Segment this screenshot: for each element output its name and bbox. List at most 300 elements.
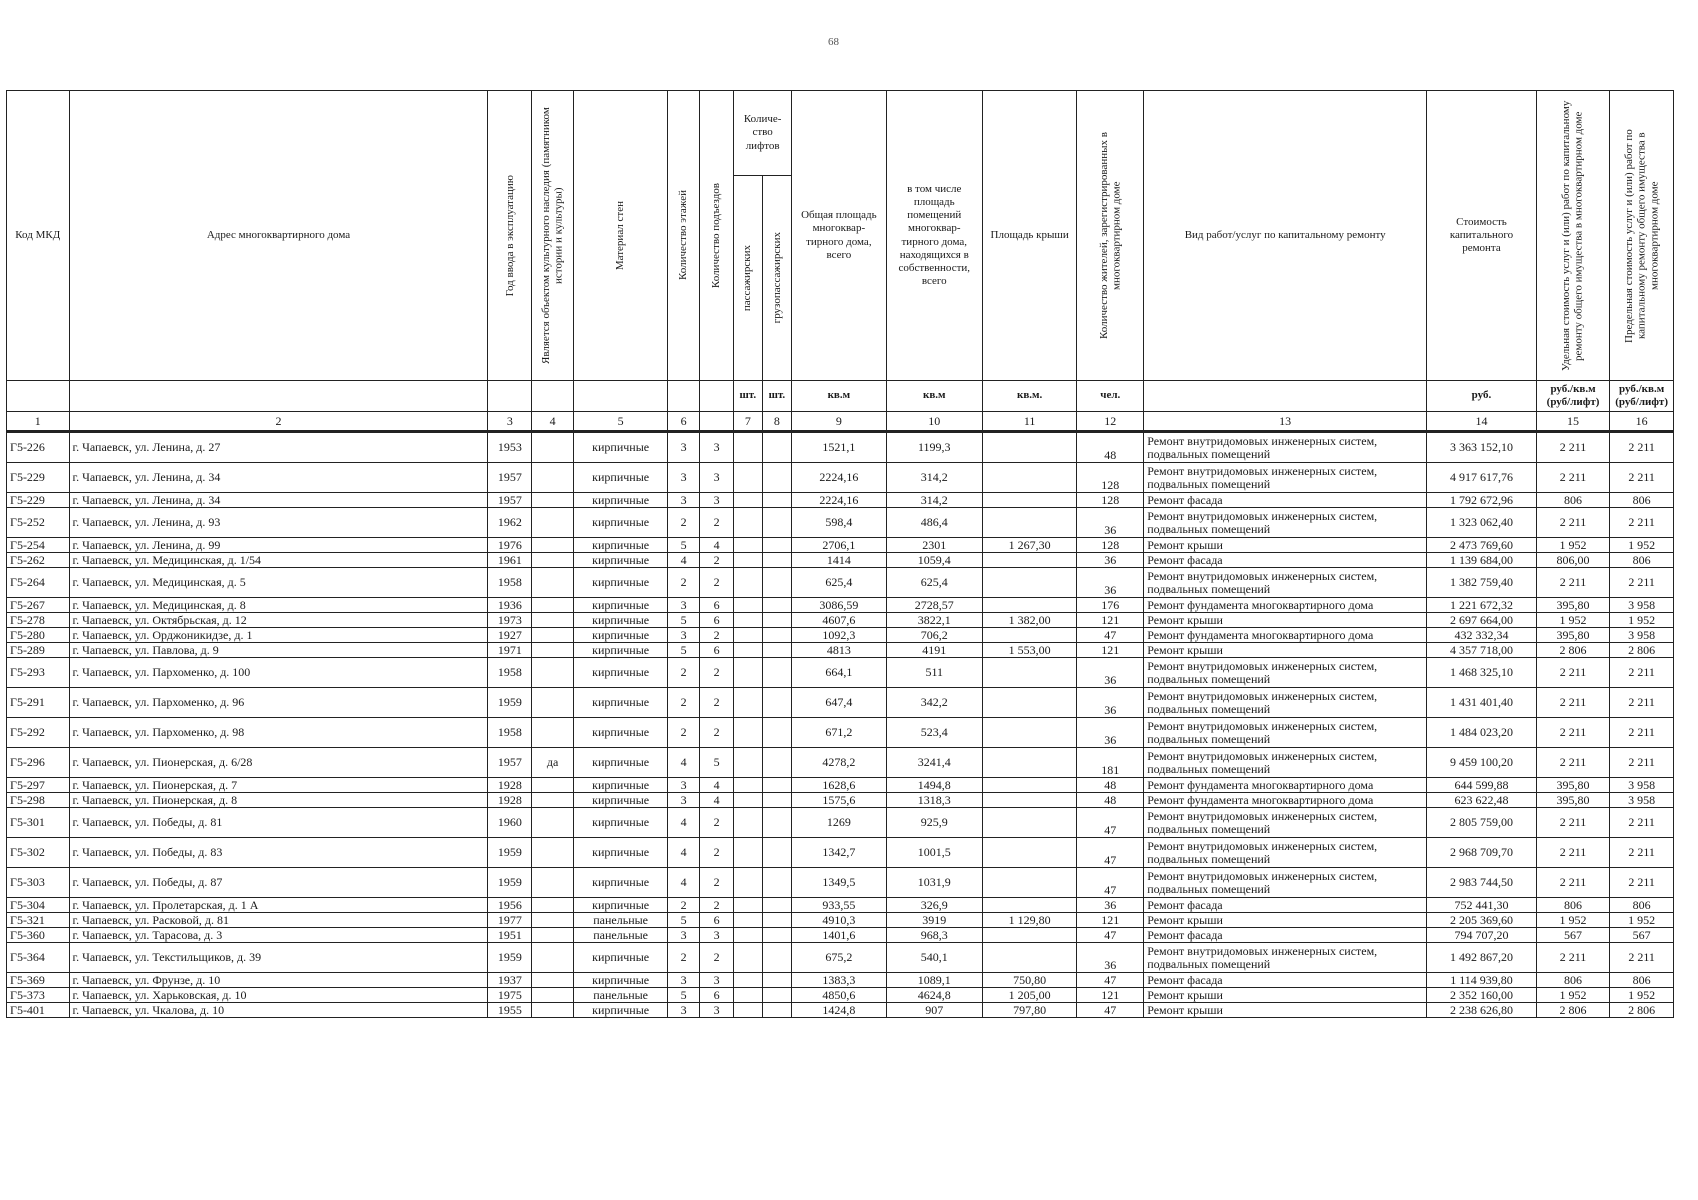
row-total-area: 1383,3 bbox=[792, 973, 886, 988]
row-lifts-passenger bbox=[734, 793, 763, 808]
row-code: Г5-292 bbox=[7, 718, 70, 748]
header-max-cost: Предельная стоимость услуг и (или) работ по капитальному ремонту общего имущества в многоквартирном доме bbox=[1610, 91, 1674, 381]
row-total-area: 647,4 bbox=[792, 688, 886, 718]
row-heritage bbox=[532, 793, 574, 808]
row-lifts-cargo bbox=[762, 628, 792, 643]
table-header bbox=[7, 91, 1674, 432]
row-max-cost: 2 211 bbox=[1610, 718, 1674, 748]
row-address: г. Чапаевск, ул. Пархоменко, д. 98 bbox=[69, 718, 488, 748]
row-unit-cost: 1 952 bbox=[1536, 913, 1609, 928]
row-entrances: 6 bbox=[700, 613, 734, 628]
row-max-cost: 2 211 bbox=[1610, 432, 1674, 463]
row-floors: 2 bbox=[668, 898, 700, 913]
header-cost: Стоимость капитального ремонта bbox=[1427, 91, 1537, 381]
row-floors: 4 bbox=[668, 838, 700, 868]
header-roof-area: Площадь крыши bbox=[983, 91, 1077, 381]
row-unit-cost: 2 211 bbox=[1536, 868, 1609, 898]
row-year: 1971 bbox=[488, 643, 532, 658]
row-unit-cost: 2 211 bbox=[1536, 718, 1609, 748]
row-cost: 1 492 867,20 bbox=[1427, 943, 1537, 973]
row-entrances: 4 bbox=[700, 793, 734, 808]
row-residents: 36 bbox=[1077, 658, 1144, 688]
row-total-area: 4850,6 bbox=[792, 988, 886, 1003]
row-heritage bbox=[532, 778, 574, 793]
row-max-cost: 806 bbox=[1610, 973, 1674, 988]
row-floors: 5 bbox=[668, 913, 700, 928]
row-year: 1937 bbox=[488, 973, 532, 988]
row-residents: 121 bbox=[1077, 913, 1144, 928]
row-owned-area: 540,1 bbox=[886, 943, 983, 973]
row-unit-cost: 2 806 bbox=[1536, 1003, 1609, 1018]
row-year: 1959 bbox=[488, 868, 532, 898]
row-floors: 3 bbox=[668, 793, 700, 808]
row-entrances: 3 bbox=[700, 432, 734, 463]
row-residents: 36 bbox=[1077, 718, 1144, 748]
header-lifts: Количе-ство лифтов bbox=[734, 91, 792, 176]
row-walls: панельные bbox=[573, 988, 667, 1003]
header-lifts-passenger: пассажирских bbox=[734, 176, 763, 381]
row-year: 1955 bbox=[488, 1003, 532, 1018]
row-work-type: Ремонт внутридомовых инженерных систем, подвальных помещений bbox=[1144, 463, 1427, 493]
row-walls: кирпичные bbox=[573, 538, 667, 553]
row-max-cost: 806 bbox=[1610, 493, 1674, 508]
row-entrances: 3 bbox=[700, 973, 734, 988]
row-year: 1957 bbox=[488, 493, 532, 508]
row-year: 1976 bbox=[488, 538, 532, 553]
row-unit-cost: 2 211 bbox=[1536, 508, 1609, 538]
row-total-area: 675,2 bbox=[792, 943, 886, 973]
row-code: Г5-301 bbox=[7, 808, 70, 838]
column-number-cell: 11 bbox=[983, 412, 1077, 432]
row-lifts-passenger bbox=[734, 598, 763, 613]
row-total-area: 2706,1 bbox=[792, 538, 886, 553]
row-roof-area bbox=[983, 658, 1077, 688]
row-unit-cost: 2 806 bbox=[1536, 643, 1609, 658]
header-entrances: Количество подъездов bbox=[700, 91, 734, 381]
column-number-cell: 9 bbox=[792, 412, 886, 432]
row-code: Г5-229 bbox=[7, 493, 70, 508]
row-unit-cost: 395,80 bbox=[1536, 598, 1609, 613]
row-lifts-cargo bbox=[762, 928, 792, 943]
row-year: 1956 bbox=[488, 898, 532, 913]
row-lifts-passenger bbox=[734, 943, 763, 973]
row-lifts-cargo bbox=[762, 988, 792, 1003]
row-residents: 128 bbox=[1077, 493, 1144, 508]
row-entrances: 4 bbox=[700, 538, 734, 553]
row-unit-cost: 567 bbox=[1536, 928, 1609, 943]
row-floors: 2 bbox=[668, 943, 700, 973]
header-heritage: Является объектом культурного наследия (памятником истории и культуры) bbox=[532, 91, 574, 381]
row-lifts-passenger bbox=[734, 463, 763, 493]
row-entrances: 3 bbox=[700, 463, 734, 493]
row-lifts-passenger bbox=[734, 658, 763, 688]
row-heritage bbox=[532, 493, 574, 508]
row-owned-area: 3241,4 bbox=[886, 748, 983, 778]
row-unit-cost: 2 211 bbox=[1536, 568, 1609, 598]
row-entrances: 2 bbox=[700, 688, 734, 718]
row-address: г. Чапаевск, ул. Тарасова, д. 3 bbox=[69, 928, 488, 943]
row-lifts-passenger bbox=[734, 928, 763, 943]
row-floors: 5 bbox=[668, 643, 700, 658]
row-owned-area: 968,3 bbox=[886, 928, 983, 943]
header-work-type: Вид работ/услуг по капитальному ремонту bbox=[1144, 91, 1427, 381]
row-floors: 3 bbox=[668, 628, 700, 643]
row-work-type: Ремонт крыши bbox=[1144, 1003, 1427, 1018]
row-lifts-cargo bbox=[762, 943, 792, 973]
row-unit-cost: 806,00 bbox=[1536, 553, 1609, 568]
row-roof-area bbox=[983, 598, 1077, 613]
row-work-type: Ремонт фундамента многоквартирного дома bbox=[1144, 628, 1427, 643]
row-work-type: Ремонт внутридомовых инженерных систем, подвальных помещений bbox=[1144, 808, 1427, 838]
row-lifts-cargo bbox=[762, 613, 792, 628]
table-row bbox=[7, 598, 1674, 613]
row-heritage bbox=[532, 808, 574, 838]
row-total-area: 598,4 bbox=[792, 508, 886, 538]
header-lifts-cargo: грузопассажирских bbox=[762, 176, 792, 381]
row-cost: 1 431 401,40 bbox=[1427, 688, 1537, 718]
row-cost: 644 599,88 bbox=[1427, 778, 1537, 793]
table-row bbox=[7, 493, 1674, 508]
row-code: Г5-297 bbox=[7, 778, 70, 793]
row-code: Г5-289 bbox=[7, 643, 70, 658]
row-heritage bbox=[532, 1003, 574, 1018]
row-floors: 4 bbox=[668, 748, 700, 778]
row-residents: 36 bbox=[1077, 943, 1144, 973]
unit-unit-cost: руб./кв.м (руб/лифт) bbox=[1536, 381, 1609, 412]
row-work-type: Ремонт внутридомовых инженерных систем, подвальных помещений bbox=[1144, 868, 1427, 898]
row-cost: 794 707,20 bbox=[1427, 928, 1537, 943]
row-owned-area: 486,4 bbox=[886, 508, 983, 538]
row-max-cost: 2 211 bbox=[1610, 688, 1674, 718]
row-lifts-cargo bbox=[762, 432, 792, 463]
row-residents: 47 bbox=[1077, 838, 1144, 868]
row-work-type: Ремонт внутридомовых инженерных систем, подвальных помещений bbox=[1144, 943, 1427, 973]
row-lifts-cargo bbox=[762, 898, 792, 913]
row-lifts-passenger bbox=[734, 718, 763, 748]
row-entrances: 2 bbox=[700, 568, 734, 598]
row-lifts-cargo bbox=[762, 838, 792, 868]
row-code: Г5-364 bbox=[7, 943, 70, 973]
column-number-cell: 7 bbox=[734, 412, 763, 432]
row-entrances: 2 bbox=[700, 628, 734, 643]
row-residents: 48 bbox=[1077, 793, 1144, 808]
row-lifts-cargo bbox=[762, 1003, 792, 1018]
row-lifts-passenger bbox=[734, 538, 763, 553]
row-roof-area: 1 129,80 bbox=[983, 913, 1077, 928]
row-total-area: 1342,7 bbox=[792, 838, 886, 868]
column-number-cell: 14 bbox=[1427, 412, 1537, 432]
column-number-cell: 1 bbox=[7, 412, 70, 432]
row-total-area: 933,55 bbox=[792, 898, 886, 913]
row-floors: 2 bbox=[668, 508, 700, 538]
row-roof-area bbox=[983, 628, 1077, 643]
row-lifts-passenger bbox=[734, 628, 763, 643]
row-code: Г5-360 bbox=[7, 928, 70, 943]
column-number-cell: 10 bbox=[886, 412, 983, 432]
row-residents: 176 bbox=[1077, 598, 1144, 613]
row-entrances: 2 bbox=[700, 718, 734, 748]
row-entrances: 2 bbox=[700, 553, 734, 568]
row-work-type: Ремонт фундамента многоквартирного дома bbox=[1144, 598, 1427, 613]
row-lifts-passenger bbox=[734, 688, 763, 718]
row-total-area: 1414 bbox=[792, 553, 886, 568]
row-code: Г5-293 bbox=[7, 658, 70, 688]
table-row bbox=[7, 838, 1674, 868]
row-lifts-cargo bbox=[762, 598, 792, 613]
row-residents: 36 bbox=[1077, 688, 1144, 718]
row-owned-area: 925,9 bbox=[886, 808, 983, 838]
row-lifts-passenger bbox=[734, 508, 763, 538]
row-max-cost: 2 211 bbox=[1610, 808, 1674, 838]
row-year: 1927 bbox=[488, 628, 532, 643]
row-roof-area bbox=[983, 898, 1077, 913]
row-heritage bbox=[532, 628, 574, 643]
header-floors: Количество этажей bbox=[668, 91, 700, 381]
row-floors: 3 bbox=[668, 928, 700, 943]
row-year: 1962 bbox=[488, 508, 532, 538]
row-address: г. Чапаевск, ул. Медицинская, д. 8 bbox=[69, 598, 488, 613]
row-heritage bbox=[532, 898, 574, 913]
row-work-type: Ремонт внутридомовых инженерных систем, подвальных помещений bbox=[1144, 838, 1427, 868]
row-max-cost: 2 211 bbox=[1610, 868, 1674, 898]
row-residents: 48 bbox=[1077, 778, 1144, 793]
row-year: 1973 bbox=[488, 613, 532, 628]
row-total-area: 671,2 bbox=[792, 718, 886, 748]
row-work-type: Ремонт крыши bbox=[1144, 988, 1427, 1003]
row-work-type: Ремонт внутридомовых инженерных систем, подвальных помещений bbox=[1144, 432, 1427, 463]
row-floors: 3 bbox=[668, 493, 700, 508]
row-work-type: Ремонт фасада bbox=[1144, 898, 1427, 913]
row-max-cost: 806 bbox=[1610, 553, 1674, 568]
column-number-cell: 13 bbox=[1144, 412, 1427, 432]
column-number-cell: 2 bbox=[69, 412, 488, 432]
row-walls: кирпичные bbox=[573, 568, 667, 598]
row-year: 1975 bbox=[488, 988, 532, 1003]
row-owned-area: 1001,5 bbox=[886, 838, 983, 868]
row-year: 1958 bbox=[488, 718, 532, 748]
table-row bbox=[7, 643, 1674, 658]
column-number-cell bbox=[700, 412, 734, 432]
row-cost: 1 792 672,96 bbox=[1427, 493, 1537, 508]
table-row bbox=[7, 688, 1674, 718]
row-owned-area: 4624,8 bbox=[886, 988, 983, 1003]
row-year: 1928 bbox=[488, 778, 532, 793]
row-year: 1957 bbox=[488, 748, 532, 778]
row-lifts-passenger bbox=[734, 613, 763, 628]
row-max-cost: 2 211 bbox=[1610, 943, 1674, 973]
capital-repair-table-container bbox=[6, 90, 1674, 1175]
row-floors: 2 bbox=[668, 568, 700, 598]
header-walls: Материал стен bbox=[573, 91, 667, 381]
row-cost: 1 221 672,32 bbox=[1427, 598, 1537, 613]
row-heritage bbox=[532, 913, 574, 928]
row-address: г. Чапаевск, ул. Ленина, д. 34 bbox=[69, 493, 488, 508]
row-lifts-passenger bbox=[734, 643, 763, 658]
row-lifts-passenger bbox=[734, 988, 763, 1003]
row-heritage bbox=[532, 598, 574, 613]
row-work-type: Ремонт внутридомовых инженерных систем, подвальных помещений bbox=[1144, 688, 1427, 718]
row-owned-area: 326,9 bbox=[886, 898, 983, 913]
row-max-cost: 2 211 bbox=[1610, 748, 1674, 778]
row-owned-area: 342,2 bbox=[886, 688, 983, 718]
row-cost: 752 441,30 bbox=[1427, 898, 1537, 913]
row-walls: кирпичные bbox=[573, 778, 667, 793]
row-roof-area bbox=[983, 808, 1077, 838]
row-roof-area: 1 205,00 bbox=[983, 988, 1077, 1003]
row-entrances: 2 bbox=[700, 868, 734, 898]
table-row bbox=[7, 658, 1674, 688]
row-cost: 2 473 769,60 bbox=[1427, 538, 1537, 553]
row-lifts-cargo bbox=[762, 493, 792, 508]
row-heritage bbox=[532, 508, 574, 538]
row-owned-area: 706,2 bbox=[886, 628, 983, 643]
row-total-area: 2224,16 bbox=[792, 463, 886, 493]
row-work-type: Ремонт внутридомовых инженерных систем, подвальных помещений bbox=[1144, 748, 1427, 778]
row-lifts-passenger bbox=[734, 838, 763, 868]
row-roof-area bbox=[983, 778, 1077, 793]
row-unit-cost: 395,80 bbox=[1536, 778, 1609, 793]
row-address: г. Чапаевск, ул. Победы, д. 83 bbox=[69, 838, 488, 868]
row-heritage bbox=[532, 838, 574, 868]
table-row bbox=[7, 748, 1674, 778]
row-total-area: 1424,8 bbox=[792, 1003, 886, 1018]
column-number-cell: 16 bbox=[1610, 412, 1674, 432]
table-row bbox=[7, 718, 1674, 748]
row-work-type: Ремонт фундамента многоквартирного дома bbox=[1144, 793, 1427, 808]
row-residents: 36 bbox=[1077, 553, 1144, 568]
row-code: Г5-252 bbox=[7, 508, 70, 538]
header-residents: Количество жителей, зарегистрированных в многоквартирном доме bbox=[1077, 91, 1144, 381]
row-lifts-passenger bbox=[734, 493, 763, 508]
header-year: Год ввода в эксплуатацию bbox=[488, 91, 532, 381]
row-roof-area bbox=[983, 568, 1077, 598]
row-floors: 2 bbox=[668, 658, 700, 688]
row-year: 1953 bbox=[488, 432, 532, 463]
row-lifts-passenger bbox=[734, 568, 763, 598]
row-walls: кирпичные bbox=[573, 838, 667, 868]
row-floors: 5 bbox=[668, 613, 700, 628]
row-entrances: 3 bbox=[700, 493, 734, 508]
row-address: г. Чапаевск, ул. Медицинская, д. 1/54 bbox=[69, 553, 488, 568]
row-total-area: 1349,5 bbox=[792, 868, 886, 898]
row-residents: 36 bbox=[1077, 898, 1144, 913]
row-code: Г5-304 bbox=[7, 898, 70, 913]
row-owned-area: 314,2 bbox=[886, 463, 983, 493]
row-owned-area: 3822,1 bbox=[886, 613, 983, 628]
row-roof-area bbox=[983, 928, 1077, 943]
row-roof-area: 797,80 bbox=[983, 1003, 1077, 1018]
row-unit-cost: 1 952 bbox=[1536, 538, 1609, 553]
table-row bbox=[7, 568, 1674, 598]
row-work-type: Ремонт крыши bbox=[1144, 538, 1427, 553]
row-address: г. Чапаевск, ул. Пионерская, д. 7 bbox=[69, 778, 488, 793]
row-work-type: Ремонт крыши bbox=[1144, 913, 1427, 928]
row-heritage bbox=[532, 643, 574, 658]
row-walls: панельные bbox=[573, 913, 667, 928]
row-cost: 432 332,34 bbox=[1427, 628, 1537, 643]
row-walls: кирпичные bbox=[573, 898, 667, 913]
row-lifts-cargo bbox=[762, 748, 792, 778]
row-walls: кирпичные bbox=[573, 973, 667, 988]
unit-cost: руб. bbox=[1427, 381, 1537, 412]
row-cost: 1 139 684,00 bbox=[1427, 553, 1537, 568]
table-row bbox=[7, 613, 1674, 628]
row-code: Г5-296 bbox=[7, 748, 70, 778]
row-unit-cost: 2 211 bbox=[1536, 808, 1609, 838]
row-walls: панельные bbox=[573, 928, 667, 943]
table-row bbox=[7, 538, 1674, 553]
row-roof-area bbox=[983, 868, 1077, 898]
row-residents: 48 bbox=[1077, 432, 1144, 463]
row-total-area: 1628,6 bbox=[792, 778, 886, 793]
row-walls: кирпичные bbox=[573, 508, 667, 538]
row-roof-area bbox=[983, 838, 1077, 868]
row-roof-area bbox=[983, 718, 1077, 748]
row-code: Г5-369 bbox=[7, 973, 70, 988]
row-roof-area bbox=[983, 748, 1077, 778]
row-walls: кирпичные bbox=[573, 793, 667, 808]
row-work-type: Ремонт фасада bbox=[1144, 928, 1427, 943]
row-cost: 623 622,48 bbox=[1427, 793, 1537, 808]
row-residents: 128 bbox=[1077, 538, 1144, 553]
row-lifts-cargo bbox=[762, 808, 792, 838]
unit-residents: чел. bbox=[1077, 381, 1144, 412]
row-max-cost: 567 bbox=[1610, 928, 1674, 943]
row-residents: 47 bbox=[1077, 808, 1144, 838]
row-address: г. Чапаевск, ул. Пархоменко, д. 100 bbox=[69, 658, 488, 688]
row-code: Г5-278 bbox=[7, 613, 70, 628]
row-address: г. Чапаевск, ул. Харьковская, д. 10 bbox=[69, 988, 488, 1003]
row-cost: 1 323 062,40 bbox=[1427, 508, 1537, 538]
row-total-area: 4278,2 bbox=[792, 748, 886, 778]
row-lifts-cargo bbox=[762, 508, 792, 538]
column-number-cell: 5 bbox=[573, 412, 667, 432]
row-max-cost: 1 952 bbox=[1610, 538, 1674, 553]
row-year: 1977 bbox=[488, 913, 532, 928]
row-lifts-passenger bbox=[734, 808, 763, 838]
row-residents: 181 bbox=[1077, 748, 1144, 778]
row-roof-area bbox=[983, 463, 1077, 493]
row-walls: кирпичные bbox=[573, 748, 667, 778]
row-walls: кирпичные bbox=[573, 943, 667, 973]
header-unit-cost: Удельная стоимость услуг и (или) работ по капитальному ремонту общего имущества в многоквартирном доме bbox=[1536, 91, 1609, 381]
row-total-area: 4813 bbox=[792, 643, 886, 658]
row-lifts-cargo bbox=[762, 568, 792, 598]
row-owned-area: 1089,1 bbox=[886, 973, 983, 988]
row-total-area: 625,4 bbox=[792, 568, 886, 598]
row-entrances: 6 bbox=[700, 598, 734, 613]
row-walls: кирпичные bbox=[573, 613, 667, 628]
row-floors: 3 bbox=[668, 432, 700, 463]
unit-owned-area: кв.м bbox=[886, 381, 983, 412]
unit-total-area: кв.м bbox=[792, 381, 886, 412]
row-roof-area bbox=[983, 493, 1077, 508]
row-unit-cost: 2 211 bbox=[1536, 943, 1609, 973]
row-total-area: 1401,6 bbox=[792, 928, 886, 943]
row-owned-area: 1318,3 bbox=[886, 793, 983, 808]
row-entrances: 2 bbox=[700, 808, 734, 838]
row-residents: 47 bbox=[1077, 928, 1144, 943]
row-code: Г5-401 bbox=[7, 1003, 70, 1018]
table-row bbox=[7, 988, 1674, 1003]
row-code: Г5-229 bbox=[7, 463, 70, 493]
row-max-cost: 3 958 bbox=[1610, 598, 1674, 613]
row-max-cost: 3 958 bbox=[1610, 778, 1674, 793]
unit-lifts-cargo: шт. bbox=[762, 381, 792, 412]
column-number-cell: 4 bbox=[532, 412, 574, 432]
row-heritage bbox=[532, 613, 574, 628]
unit-lifts-passenger: шт. bbox=[734, 381, 763, 412]
